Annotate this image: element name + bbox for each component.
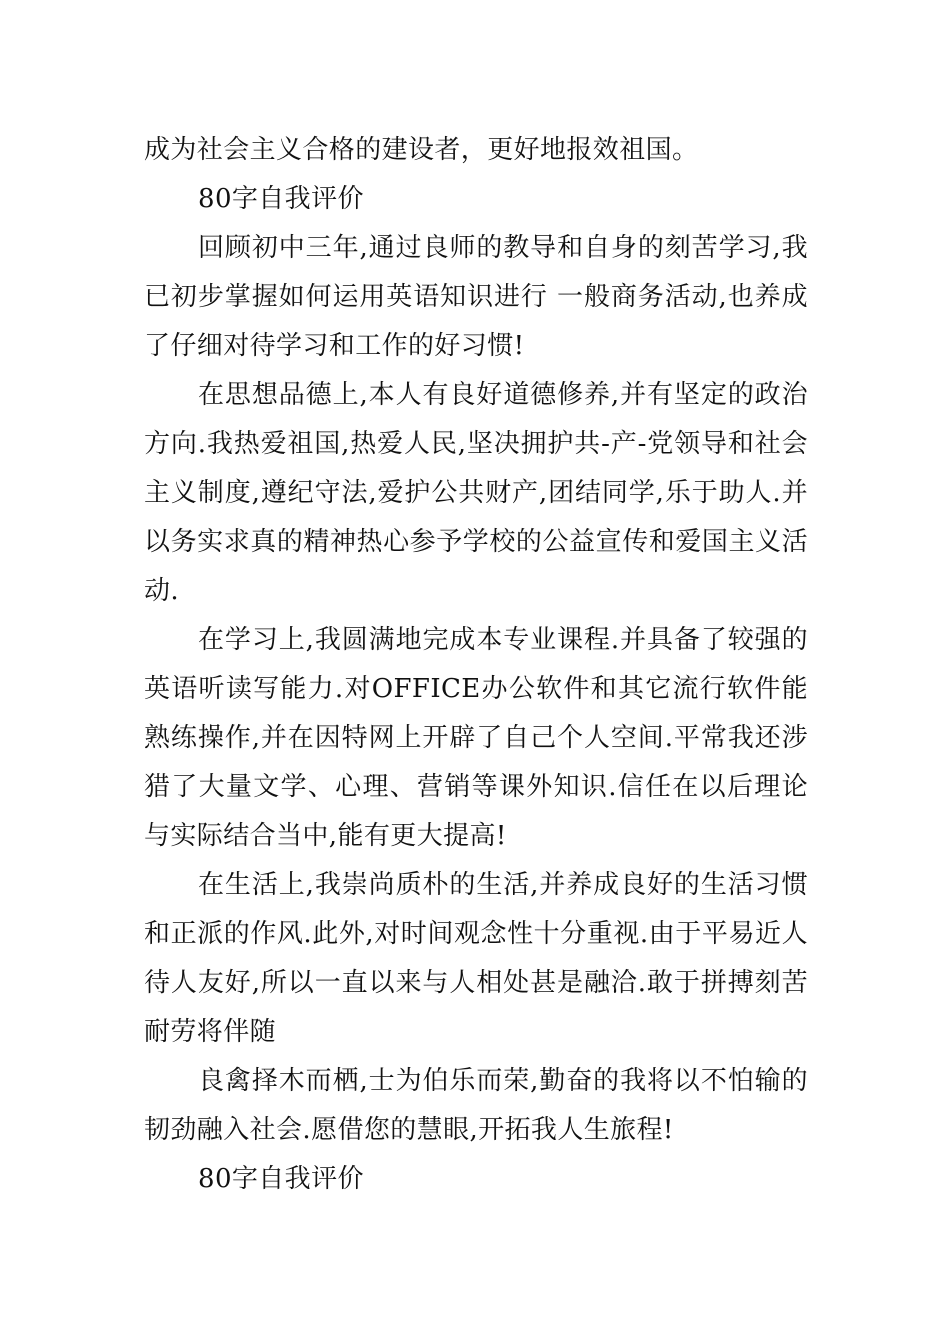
paragraph-study: 在学习上,我圆满地完成本专业课程.并具备了较强的英语听读写能力.对OFFICE办公软件和其它流行软件能熟练操作,并在因特网上开辟了自己个人空间.平常我还涉猎了大量文学、心理、营销等课外知识.信任在以后理论与实际结合当中,能有更大提高!	[144, 625, 808, 851]
document-body	[144, 126, 808, 1204]
section-heading: 80字自我评价	[198, 1164, 364, 1194]
paragraph-review: 回顾初中三年,通过良师的教导和自身的刻苦学习,我已初步掌握如何运用英语知识进行 一般商务活动,也养成了仔细对待学习和工作的好习惯!	[144, 233, 808, 361]
paragraph-closing: 良禽择木而栖,士为伯乐而荣,勤奋的我将以不怕输的韧劲融入社会.愿借您的慧眼,开拓我人生旅程!	[144, 1066, 808, 1145]
section-heading: 80字自我评价	[198, 184, 364, 214]
paragraph-continuation: 成为社会主义合格的建设者，更好地报效祖国。	[144, 135, 699, 165]
paragraph-life: 在生活上,我崇尚质朴的生活,并养成良好的生活习惯和正派的作风.此外,对时间观念性十分重视.由于平易近人待人友好,所以一直以来与人相处甚是融洽.敢于拼搏刻苦耐劳将伴随	[144, 870, 808, 1047]
paragraph-morality: 在思想品德上,本人有良好道德修养,并有坚定的政治方向.我热爱祖国,热爱人民,坚决拥护共-产-党领导和社会主义制度,遵纪守法,爱护公共财产,团结同学,乐于助人.并以务实求真的精神热心参予学校的公益宣传和爱国主义活动.	[144, 380, 808, 606]
